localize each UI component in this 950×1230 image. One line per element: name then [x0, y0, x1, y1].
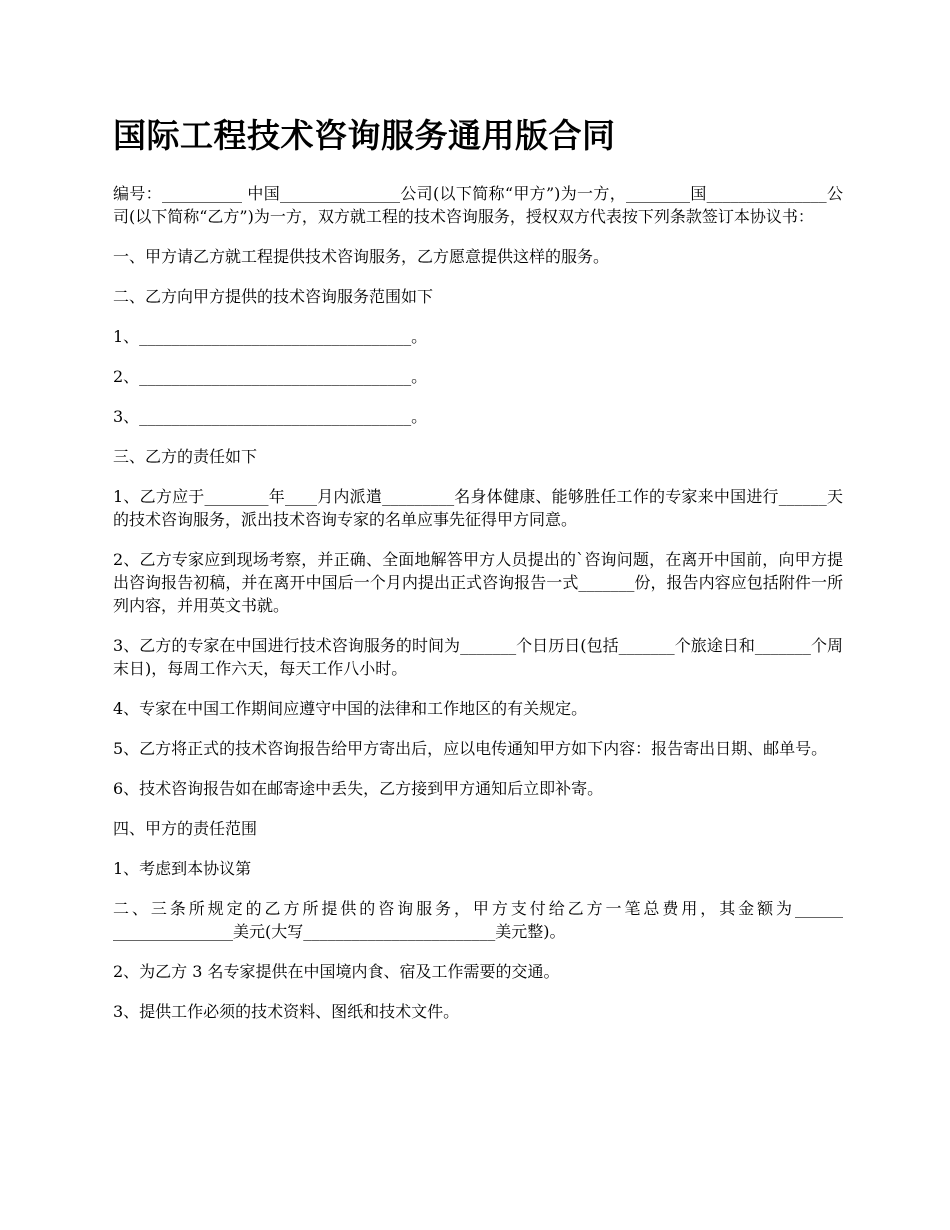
party-a-duty-1: 1、考虑到本协议第 [113, 859, 252, 878]
clause-2-heading: 二、乙方向甲方提供的技术咨询服务范围如下 [113, 287, 434, 306]
party-b-duty-2: 2、乙方专家应到现场考察，并正确、全面地解答甲方人员提出的`咨询问题，在离开中国前，向甲方提出咨询报告初稿，并在离开中国后一个月内提出正式咨询报告一式_______份，报告内容应包括附件一所列内容，并用英文书就。 [113, 550, 843, 615]
clause-1-paragraph: 一、甲方请乙方就工程提供技术咨询服务，乙方愿意提供这样的服务。 [113, 247, 610, 266]
party-b-duty-4: 4、专家在中国工作期间应遵守中国的法律和工作地区的有关规定。 [113, 699, 588, 718]
scope-item-1: 1、__________________________________。 [113, 327, 428, 346]
party-b-duty-6: 6、技术咨询报告如在邮寄途中丢失，乙方接到甲方通知后立即补寄。 [113, 779, 604, 798]
document-page [113, 110, 843, 1040]
scope-item-3: 3、__________________________________。 [113, 407, 428, 426]
clause-3-heading: 三、乙方的责任如下 [113, 447, 258, 466]
preamble-paragraph: 编号：__________ 中国_______________公司(以下简称“甲方”)为一方，________国_______________公司(以下简称“乙方”)为一方，双方就工程的技术咨询服务，授权双方代表按下列条款签订本协议书： [113, 184, 843, 226]
party-b-duty-1: 1、乙方应于________年____月内派遣_________名身体健康、能够胜任工作的专家来中国进行______天的技术咨询服务，派出技术咨询专家的名单应事先征得甲方同意。 [113, 487, 843, 529]
party-a-duty-3: 3、提供工作必须的技术资料、图纸和技术文件。 [113, 1002, 460, 1021]
party-a-duty-2: 2、为乙方 3 名专家提供在中国境内食、宿及工作需要的交通。 [113, 962, 560, 981]
party-b-duty-5: 5、乙方将正式的技术咨询报告给甲方寄出后，应以电传通知甲方如下内容：报告寄出日期、邮单号。 [113, 739, 828, 758]
scope-item-2: 2、__________________________________。 [113, 367, 428, 386]
clause-4-heading: 四、甲方的责任范围 [113, 819, 258, 838]
document-title: 国际工程技术咨询服务通用版合同 [113, 116, 616, 155]
party-b-duty-3: 3、乙方的专家在中国进行技术咨询服务的时间为_______个日历日(包括_______个旅途日和_______个周末日)，每周工作六天，每天工作八小时。 [113, 636, 843, 678]
payment-paragraph: 二、三条所规定的乙方所提供的咨询服务，甲方支付给乙方一笔总费用，其金额为______ _______________美元(大写________________________美元整)。 [113, 899, 843, 941]
